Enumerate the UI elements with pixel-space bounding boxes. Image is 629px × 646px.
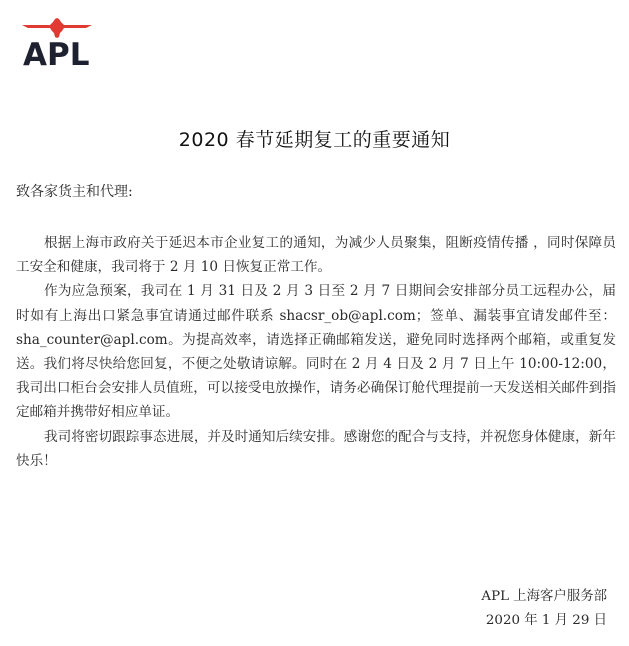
signature-date: 2020 年 1 月 29 日: [485, 613, 607, 628]
signature-department: APL 上海客户服务部: [481, 589, 607, 604]
greeting: 致各家货主和代理:: [16, 184, 133, 200]
apl-logo: [20, 18, 100, 73]
paragraph-contingency-plan: 作为应急预案，我司在 1 月 31 日及 2 月 3 日至 2 月 7 日期间会安排部分员工远程办公，届时如有上海出口紧急事宜请通过邮件联系 shacsr_ob@apl.com；签单、漏装事宜请发邮件至：sha_counter@apl.com。为提高效率，请选择正确邮箱发送，避免同时选择两个邮箱，或重复发送。我们将尽快给您回复，不便之处敬请谅解。同时在 2 月 4 日及 2 月 7 日上午 10:00-12:00，我司出口柜台会安排人员值班，可以接受电放操作，请务必确保订舱代理提前一天发送相关邮件到指定邮箱并携带好相应单证。: [16, 283, 616, 421]
signature-block: [481, 585, 607, 633]
eagle-emblem-icon: [20, 18, 94, 38]
page-title: 2020 春节延期复工的重要通知: [178, 129, 451, 151]
paragraph-resume-work: 根据上海市政府关于延迟本市企业复工的通知，为减少人员聚集，阻断疫情传播 ，同时保障员工安全和健康，我司将于 2 月 10 日恢复正常工作。: [16, 235, 616, 276]
paragraph-closing: 我司将密切跟踪事态进展，并及时通知后续安排。感谢您的配合与支持，并祝您身体健康，新年快乐！: [16, 428, 616, 469]
notice-body: [16, 231, 616, 473]
logo-text: APL: [23, 37, 90, 73]
